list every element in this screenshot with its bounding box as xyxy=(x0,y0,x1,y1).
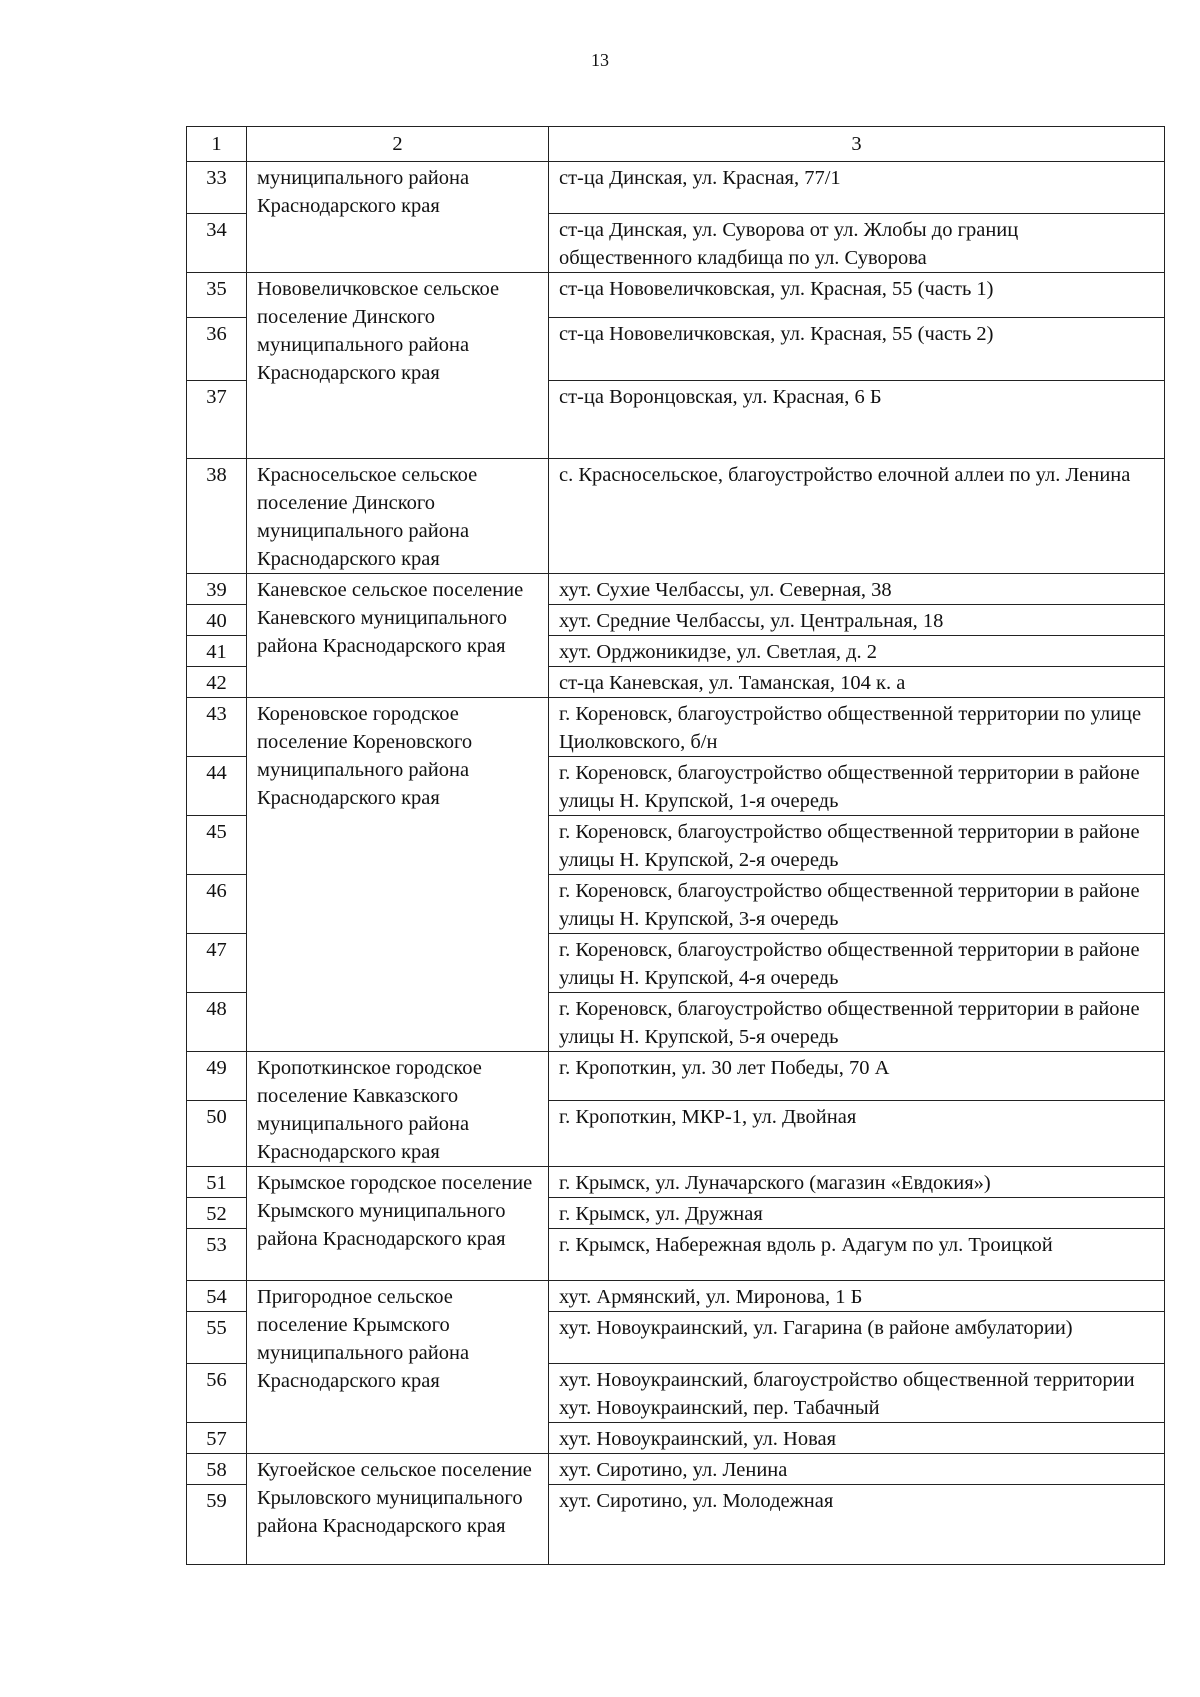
row-number: 47 xyxy=(187,934,247,993)
row-number: 59 xyxy=(187,1485,247,1565)
row-number: 35 xyxy=(187,273,247,318)
address-cell: г. Кореновск, благоустройство общественной территории в районе улицы Н. Крупской, 5-я очередь xyxy=(549,993,1165,1052)
table-row xyxy=(187,459,1165,574)
page-number: 13 xyxy=(591,50,609,70)
row-number: 49 xyxy=(187,1052,247,1101)
row-number: 55 xyxy=(187,1312,247,1364)
registry-table-container xyxy=(186,126,1164,1565)
address-cell: г. Кореновск, благоустройство общественной территории по улице Циолковского, б/н xyxy=(549,698,1165,757)
table-row xyxy=(187,1454,1165,1485)
settlement-name: Пригородное сельское поселение Крымского муниципального района Краснодарского края xyxy=(247,1281,549,1454)
row-number: 51 xyxy=(187,1167,247,1198)
column-header-1: 1 xyxy=(187,127,247,162)
address-cell: хут. Новоукраинский, благоустройство общественной территории хут. Новоукраинский, пер. Табачный xyxy=(549,1364,1165,1423)
address-cell: ст-ца Динская, ул. Суворова от ул. Жлобы до границ общественного кладбища по ул. Суворова xyxy=(549,214,1165,273)
column-header-3: 3 xyxy=(549,127,1165,162)
address-cell: хут. Армянский, ул. Миронова, 1 Б xyxy=(549,1281,1165,1312)
address-cell: г. Кореновск, благоустройство общественной территории в районе улицы Н. Крупской, 2-я очередь xyxy=(549,816,1165,875)
row-number: 45 xyxy=(187,816,247,875)
address-cell: г. Кореновск, благоустройство общественной территории в районе улицы Н. Крупской, 3-я очередь xyxy=(549,875,1165,934)
registry-table xyxy=(186,126,1165,1565)
address-cell: г. Кореновск, благоустройство общественной территории в районе улицы Н. Крупской, 1-я очередь xyxy=(549,757,1165,816)
row-number: 44 xyxy=(187,757,247,816)
address-cell: г. Крымск, Набережная вдоль р. Адагум по ул. Троицкой xyxy=(549,1229,1165,1281)
row-number: 52 xyxy=(187,1198,247,1229)
table-row xyxy=(187,1052,1165,1101)
row-number: 50 xyxy=(187,1101,247,1167)
address-cell: ст-ца Каневская, ул. Таманская, 104 к. а xyxy=(549,667,1165,698)
column-number-row xyxy=(187,127,1165,162)
row-number: 56 xyxy=(187,1364,247,1423)
registry-table-body xyxy=(187,162,1165,1565)
row-number: 42 xyxy=(187,667,247,698)
settlement-name: муниципального района Краснодарского края xyxy=(247,162,549,273)
address-cell: с. Красносельское, благоустройство елочной аллеи по ул. Ленина xyxy=(549,459,1165,574)
row-number: 40 xyxy=(187,605,247,636)
row-number: 37 xyxy=(187,381,247,459)
table-row xyxy=(187,1167,1165,1198)
address-cell: хут. Сиротино, ул. Молодежная xyxy=(549,1485,1165,1565)
row-number: 57 xyxy=(187,1423,247,1454)
settlement-name: Кореновское городское поселение Кореновского муниципального района Краснодарского края xyxy=(247,698,549,1052)
row-number: 34 xyxy=(187,214,247,273)
address-cell: хут. Сухие Челбассы, ул. Северная, 38 xyxy=(549,574,1165,605)
row-number: 36 xyxy=(187,318,247,381)
settlement-name: Кропоткинское городское поселение Кавказского муниципального района Краснодарского края xyxy=(247,1052,549,1167)
table-row xyxy=(187,574,1165,605)
address-cell: г. Кропоткин, ул. 30 лет Победы, 70 А xyxy=(549,1052,1165,1101)
table-row xyxy=(187,1281,1165,1312)
row-number: 39 xyxy=(187,574,247,605)
table-row xyxy=(187,162,1165,214)
row-number: 53 xyxy=(187,1229,247,1281)
address-cell: ст-ца Нововеличковская, ул. Красная, 55 (часть 1) xyxy=(549,273,1165,318)
address-cell: хут. Новоукраинский, ул. Гагарина (в районе амбулатории) xyxy=(549,1312,1165,1364)
row-number: 54 xyxy=(187,1281,247,1312)
row-number: 48 xyxy=(187,993,247,1052)
address-cell: г. Кореновск, благоустройство общественной территории в районе улицы Н. Крупской, 4-я очередь xyxy=(549,934,1165,993)
settlement-name: Красносельское сельское поселение Динского муниципального района Краснодарского края xyxy=(247,459,549,574)
column-header-2: 2 xyxy=(247,127,549,162)
address-cell: г. Крымск, ул. Дружная xyxy=(549,1198,1165,1229)
table-row xyxy=(187,273,1165,318)
row-number: 33 xyxy=(187,162,247,214)
address-cell: хут. Средние Челбассы, ул. Центральная, 18 xyxy=(549,605,1165,636)
row-number: 58 xyxy=(187,1454,247,1485)
address-cell: хут. Орджоникидзе, ул. Светлая, д. 2 xyxy=(549,636,1165,667)
address-cell: ст-ца Динская, ул. Красная, 77/1 xyxy=(549,162,1165,214)
address-cell: г. Кропоткин, МКР-1, ул. Двойная xyxy=(549,1101,1165,1167)
address-cell: г. Крымск, ул. Луначарского (магазин «Евдокия») xyxy=(549,1167,1165,1198)
settlement-name: Каневское сельское поселение Каневского муниципального района Краснодарского края xyxy=(247,574,549,698)
settlement-name: Кугоейское сельское поселение Крыловского муниципального района Краснодарского края xyxy=(247,1454,549,1565)
address-cell: ст-ца Воронцовская, ул. Красная, 6 Б xyxy=(549,381,1165,459)
table-row xyxy=(187,698,1165,757)
row-number: 46 xyxy=(187,875,247,934)
address-cell: ст-ца Нововеличковская, ул. Красная, 55 (часть 2) xyxy=(549,318,1165,381)
row-number: 41 xyxy=(187,636,247,667)
settlement-name: Нововеличковское сельское поселение Динского муниципального района Краснодарского края xyxy=(247,273,549,459)
address-cell: хут. Новоукраинский, ул. Новая xyxy=(549,1423,1165,1454)
address-cell: хут. Сиротино, ул. Ленина xyxy=(549,1454,1165,1485)
row-number: 43 xyxy=(187,698,247,757)
row-number: 38 xyxy=(187,459,247,574)
settlement-name: Крымское городское поселение Крымского муниципального района Краснодарского края xyxy=(247,1167,549,1281)
